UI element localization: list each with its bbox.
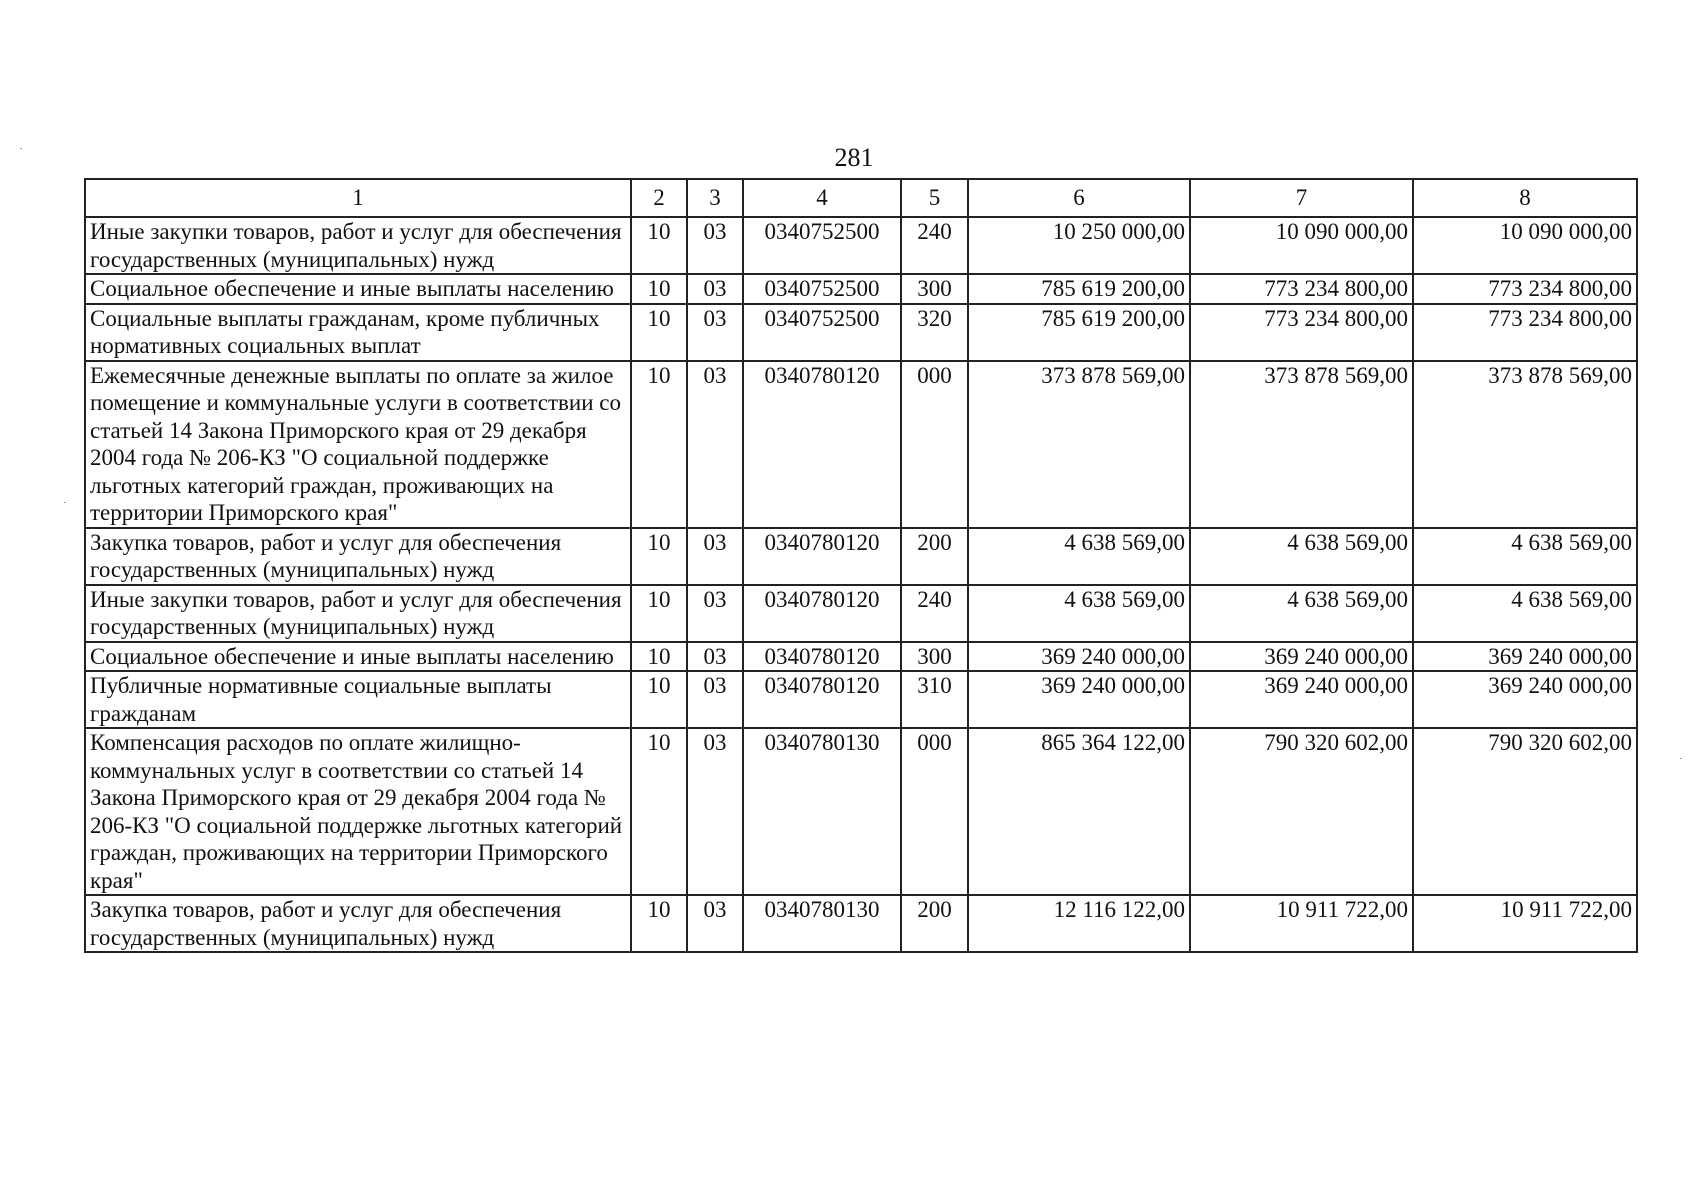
header-col-4: 4 — [743, 179, 901, 217]
header-col-5: 5 — [901, 179, 968, 217]
row-subsection: 03 — [687, 642, 743, 672]
row-amount-col6: 4 638 569,00 — [968, 585, 1190, 642]
row-subsection: 03 — [687, 361, 743, 528]
row-amount-col6: 12 116 122,00 — [968, 895, 1190, 952]
row-section: 10 — [631, 895, 687, 952]
row-subsection: 03 — [687, 528, 743, 585]
row-type-code: 200 — [901, 528, 968, 585]
row-type-code: 320 — [901, 304, 968, 361]
row-subsection: 03 — [687, 895, 743, 952]
row-section: 10 — [631, 361, 687, 528]
header-col-6: 6 — [968, 179, 1190, 217]
row-amount-col7: 369 240 000,00 — [1190, 642, 1413, 672]
header-row — [85, 179, 1637, 217]
row-subsection: 03 — [687, 585, 743, 642]
row-name: Социальные выплаты гражданам, кроме публичных нормативных социальных выплат — [85, 304, 631, 361]
scan-speck — [64, 502, 66, 503]
row-subsection: 03 — [687, 304, 743, 361]
row-amount-col8: 10 911 722,00 — [1413, 895, 1637, 952]
row-amount-col6: 369 240 000,00 — [968, 642, 1190, 672]
row-target-code: 0340780120 — [743, 361, 901, 528]
table-body — [85, 217, 1637, 952]
row-section: 10 — [631, 671, 687, 728]
scan-speck — [20, 148, 22, 149]
table-row — [85, 728, 1637, 895]
row-amount-col7: 10 911 722,00 — [1190, 895, 1413, 952]
row-type-code: 240 — [901, 217, 968, 274]
table-row — [85, 274, 1637, 304]
page-number: 281 — [834, 143, 874, 172]
row-type-code: 300 — [901, 642, 968, 672]
row-target-code: 0340752500 — [743, 304, 901, 361]
row-type-code: 300 — [901, 274, 968, 304]
row-target-code: 0340780130 — [743, 895, 901, 952]
row-section: 10 — [631, 528, 687, 585]
row-amount-col6: 373 878 569,00 — [968, 361, 1190, 528]
row-section: 10 — [631, 274, 687, 304]
table-row — [85, 671, 1637, 728]
row-target-code: 0340752500 — [743, 274, 901, 304]
table-row — [85, 642, 1637, 672]
table-row — [85, 528, 1637, 585]
row-amount-col7: 4 638 569,00 — [1190, 585, 1413, 642]
header-col-7: 7 — [1190, 179, 1413, 217]
row-amount-col7: 4 638 569,00 — [1190, 528, 1413, 585]
row-section: 10 — [631, 585, 687, 642]
budget-table — [84, 178, 1638, 953]
row-amount-col7: 773 234 800,00 — [1190, 274, 1413, 304]
table-row — [85, 217, 1637, 274]
row-type-code: 240 — [901, 585, 968, 642]
row-type-code: 000 — [901, 361, 968, 528]
row-target-code: 0340780120 — [743, 528, 901, 585]
row-name: Публичные нормативные социальные выплаты гражданам — [85, 671, 631, 728]
row-target-code: 0340780120 — [743, 671, 901, 728]
row-amount-col6: 785 619 200,00 — [968, 304, 1190, 361]
table-row — [85, 585, 1637, 642]
row-subsection: 03 — [687, 671, 743, 728]
row-amount-col6: 4 638 569,00 — [968, 528, 1190, 585]
row-amount-col8: 373 878 569,00 — [1413, 361, 1637, 528]
table-header — [85, 179, 1637, 217]
row-amount-col6: 785 619 200,00 — [968, 274, 1190, 304]
header-col-3: 3 — [687, 179, 743, 217]
row-type-code: 000 — [901, 728, 968, 895]
row-name: Социальное обеспечение и иные выплаты населению — [85, 642, 631, 672]
row-subsection: 03 — [687, 274, 743, 304]
row-amount-col8: 773 234 800,00 — [1413, 274, 1637, 304]
row-type-code: 200 — [901, 895, 968, 952]
row-target-code: 0340780120 — [743, 642, 901, 672]
header-col-1: 1 — [85, 179, 631, 217]
row-section: 10 — [631, 304, 687, 361]
row-name: Социальное обеспечение и иные выплаты населению — [85, 274, 631, 304]
row-amount-col8: 773 234 800,00 — [1413, 304, 1637, 361]
table-row — [85, 304, 1637, 361]
row-type-code: 310 — [901, 671, 968, 728]
row-target-code: 0340780120 — [743, 585, 901, 642]
row-amount-col8: 4 638 569,00 — [1413, 528, 1637, 585]
row-target-code: 0340780130 — [743, 728, 901, 895]
row-target-code: 0340752500 — [743, 217, 901, 274]
row-amount-col7: 369 240 000,00 — [1190, 671, 1413, 728]
row-amount-col7: 773 234 800,00 — [1190, 304, 1413, 361]
row-amount-col8: 790 320 602,00 — [1413, 728, 1637, 895]
row-amount-col8: 10 090 000,00 — [1413, 217, 1637, 274]
row-name: Иные закупки товаров, работ и услуг для обеспечения государственных (муниципальных) нужд — [85, 217, 631, 274]
row-amount-col6: 10 250 000,00 — [968, 217, 1190, 274]
header-col-8: 8 — [1413, 179, 1637, 217]
table-row — [85, 895, 1637, 952]
row-amount-col7: 790 320 602,00 — [1190, 728, 1413, 895]
row-name: Ежемесячные денежные выплаты по оплате за жилое помещение и коммунальные услуги в соответствии со статьей 14 Закона Приморского края от 29 декабря 2004 года № 206-КЗ "О социальной поддержке льготных категорий граждан, проживающих на территории Приморского края" — [85, 361, 631, 528]
row-amount-col6: 865 364 122,00 — [968, 728, 1190, 895]
row-name: Закупка товаров, работ и услуг для обеспечения государственных (муниципальных) нужд — [85, 895, 631, 952]
row-section: 10 — [631, 642, 687, 672]
row-amount-col8: 4 638 569,00 — [1413, 585, 1637, 642]
row-amount-col8: 369 240 000,00 — [1413, 642, 1637, 672]
row-amount-col8: 369 240 000,00 — [1413, 671, 1637, 728]
row-subsection: 03 — [687, 217, 743, 274]
header-col-2: 2 — [631, 179, 687, 217]
row-amount-col7: 10 090 000,00 — [1190, 217, 1413, 274]
scan-speck — [1680, 758, 1682, 759]
row-section: 10 — [631, 217, 687, 274]
row-name: Иные закупки товаров, работ и услуг для обеспечения государственных (муниципальных) нужд — [85, 585, 631, 642]
row-name: Закупка товаров, работ и услуг для обеспечения государственных (муниципальных) нужд — [85, 528, 631, 585]
row-subsection: 03 — [687, 728, 743, 895]
row-amount-col7: 373 878 569,00 — [1190, 361, 1413, 528]
table-row — [85, 361, 1637, 528]
row-section: 10 — [631, 728, 687, 895]
row-name: Компенсация расходов по оплате жилищно-коммунальных услуг в соответствии со статьей 14 Закона Приморского края от 29 декабря 2004 года № 206-КЗ "О социальной поддержке льготных категорий граждан, проживающих на территории Приморского края" — [85, 728, 631, 895]
row-amount-col6: 369 240 000,00 — [968, 671, 1190, 728]
